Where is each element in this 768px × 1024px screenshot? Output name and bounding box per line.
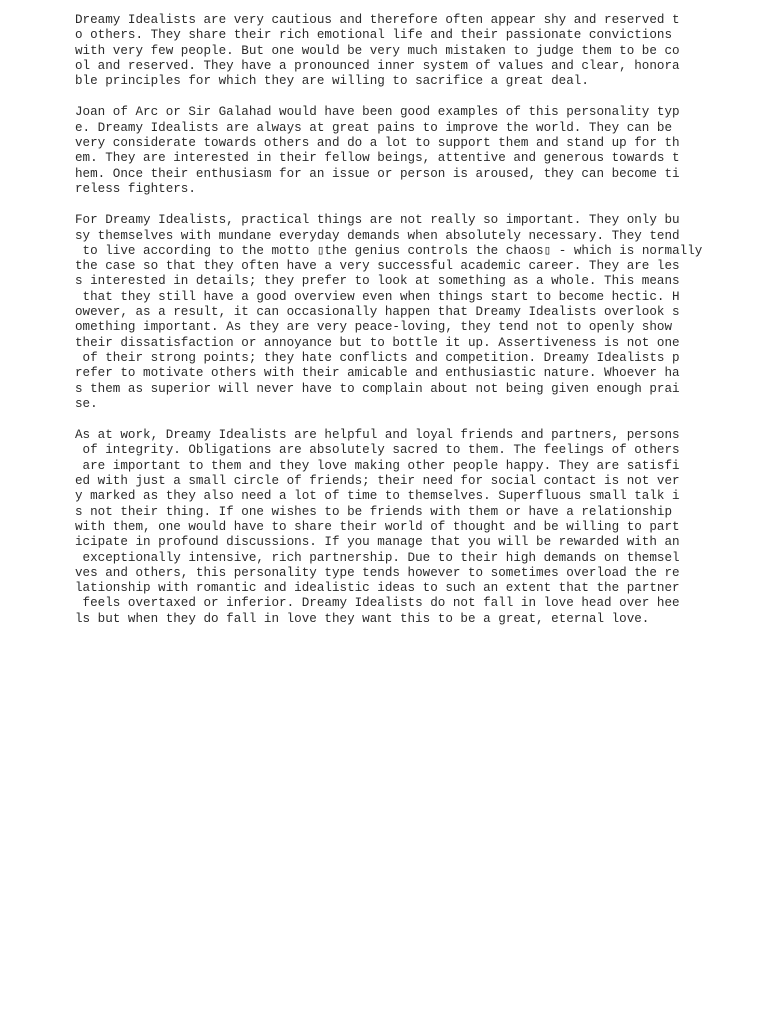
text-line: are important to them and they love making other people happy. They are satisfi <box>75 458 680 473</box>
text-line: with very few people. But one would be very much mistaken to judge them to be co <box>75 43 680 58</box>
text-line: to live according to the motto ▯the genius controls the chaos▯ - which is normally <box>75 243 703 258</box>
text-line: ble principles for which they are willing to sacrifice a great deal. <box>75 74 589 89</box>
text-line: refer to motivate others with their amicable and enthusiastic nature. Whoever ha <box>75 366 680 381</box>
text-line: with them, one would have to share their world of thought and be willing to part <box>75 519 680 534</box>
text-line: owever, as a result, it can occasionally happen that Dreamy Idealists overlook s <box>75 305 680 320</box>
text-line: ed with just a small circle of friends; their need for social contact is not ver <box>75 474 680 489</box>
text-line: exceptionally intensive, rich partnership. Due to their high demands on themsel <box>75 550 680 565</box>
text-line: em. They are interested in their fellow beings, attentive and generous towards t <box>75 151 680 166</box>
text-line: s interested in details; they prefer to look at something as a whole. This means <box>75 274 680 289</box>
text-line: e. Dreamy Idealists are always at great pains to improve the world. They can be <box>75 120 673 135</box>
text-line: the case so that they often have a very successful academic career. They are les <box>75 259 680 274</box>
text-line: ol and reserved. They have a pronounced inner system of values and clear, honora <box>75 58 680 73</box>
text-line: Dreamy Idealists are very cautious and therefore often appear shy and reserved t <box>75 13 680 27</box>
paragraph-4 <box>75 428 755 627</box>
text-line: lationship with romantic and idealistic ideas to such an extent that the partner <box>75 581 680 596</box>
paragraph-1 <box>75 13 755 89</box>
paragraph-3 <box>75 213 755 412</box>
text-line: of integrity. Obligations are absolutely sacred to them. The feelings of others <box>75 443 680 458</box>
text-line: y marked as they also need a lot of time to themselves. Superfluous small talk i <box>75 489 680 504</box>
text-line: ls but when they do fall in love they want this to be a great, eternal love. <box>75 611 650 626</box>
text-line: se. <box>75 396 98 411</box>
text-line: As at work, Dreamy Idealists are helpful and loyal friends and partners, persons <box>75 428 680 443</box>
text-line: feels overtaxed or inferior. Dreamy Idealists do not fall in love head over hee <box>75 596 680 611</box>
text-line: hem. Once their enthusiasm for an issue or person is aroused, they can become ti <box>75 166 680 181</box>
text-line: omething important. As they are very peace-loving, they tend not to openly show <box>75 320 673 335</box>
text-line: Joan of Arc or Sir Galahad would have been good examples of this personality typ <box>75 105 680 120</box>
document-page <box>75 13 755 643</box>
text-line: their dissatisfaction or annoyance but to bottle it up. Assertiveness is not one <box>75 335 680 350</box>
text-line: icipate in profound discussions. If you manage that you will be rewarded with an <box>75 535 680 550</box>
text-line: o others. They share their rich emotional life and their passionate convictions <box>75 28 673 43</box>
text-line: that they still have a good overview even when things start to become hectic. H <box>75 289 680 304</box>
text-line: ves and others, this personality type tends however to sometimes overload the re <box>75 565 680 580</box>
text-line: s them as superior will never have to complain about not being given enough prai <box>75 381 680 396</box>
text-line: s not their thing. If one wishes to be friends with them or have a relationship <box>75 504 673 519</box>
text-line: reless fighters. <box>75 181 196 196</box>
text-line: For Dreamy Idealists, practical things are not really so important. They only bu <box>75 213 680 228</box>
text-line: of their strong points; they hate conflicts and competition. Dreamy Idealists p <box>75 350 680 365</box>
paragraph-2 <box>75 105 755 197</box>
text-line: very considerate towards others and do a lot to support them and stand up for th <box>75 136 680 151</box>
text-line: sy themselves with mundane everyday demands when absolutely necessary. They tend <box>75 228 680 243</box>
